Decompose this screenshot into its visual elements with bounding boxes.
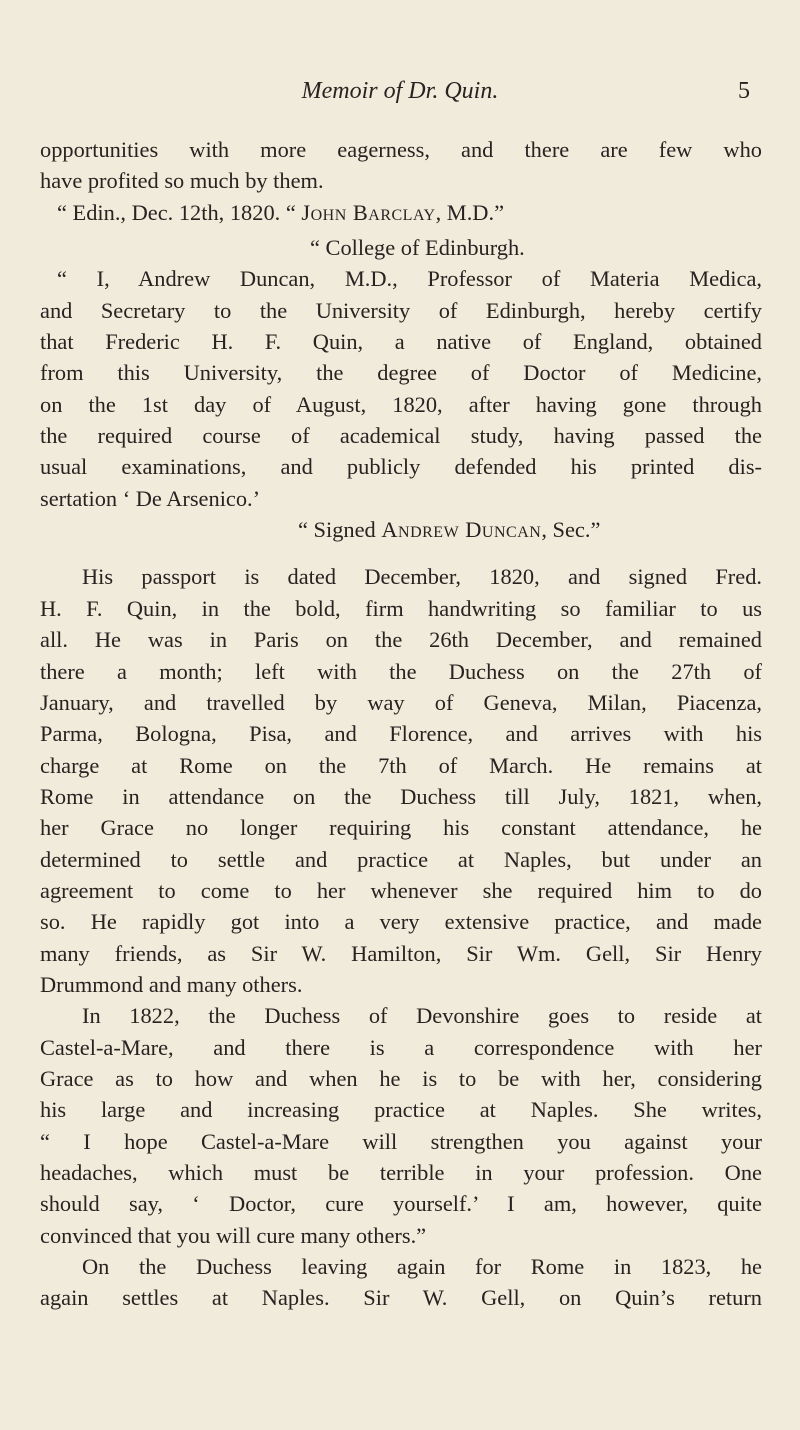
text-line: his large and increasing practice at Naples. She writes, (40, 1097, 762, 1123)
text-line: His passport is dated December, 1820, and signed Fred. (82, 564, 762, 590)
text-line: agreement to come to her whenever she required him to do (40, 877, 762, 903)
text-line: Rome in attendance on the Duchess till July, 1821, when, (40, 783, 762, 809)
text-line: the required course of academical study, having passed the (40, 423, 762, 449)
text-line: determined to settle and practice at Naples, but under an (40, 846, 762, 872)
text-line: opportunities with more eagerness, and there are few who (40, 137, 762, 162)
page-header (40, 78, 760, 110)
signed-line (40, 514, 762, 545)
page-number: 5 (738, 78, 750, 104)
text-line: from this University, the degree of Doctor of Medicine, (40, 360, 762, 386)
text-line: Drummond and many others. (40, 971, 303, 997)
text-line: sertation ‘ De Arsenico.’ (40, 485, 261, 511)
text-line: should say, ‘ Doctor, cure yourself.’ I am, however, quite (40, 1191, 762, 1217)
text-line: “ I hope Castel-a-Mare will strengthen you against your (40, 1128, 762, 1154)
text-line: January, and travelled by way of Geneva, Milan, Piacenza, (40, 689, 762, 715)
text-line: charge at Rome on the 7th of March. He remains at (40, 752, 762, 778)
text-line: On the Duchess leaving again for Rome in 1823, he (82, 1254, 762, 1280)
dated-signature-line (40, 197, 762, 228)
body-text (40, 134, 762, 1314)
text-line: “ Signed (298, 517, 382, 543)
text-line: Parma, Bologna, Pisa, and Florence, and arrives with his (40, 721, 762, 747)
text-line: “ I, Andrew Duncan, M.D., Professor of Materia Medica, (57, 266, 762, 292)
text-line: convinced that you will cure many others.” (40, 1222, 427, 1248)
text-line: headaches, which must be terrible in your profession. One (40, 1160, 762, 1185)
text-line: again settles at Naples. Sir W. Gell, on Quin’s return (40, 1285, 762, 1311)
text-line: Castel-a-Mare, and there is a correspondence with her (40, 1034, 762, 1060)
text-line: on the 1st day of August, 1820, after having gone through (40, 391, 762, 417)
text-line: that Frederic H. F. Quin, a native of England, obtained (40, 329, 762, 355)
text-line: usual examinations, and publicly defended his printed dis- (40, 454, 762, 480)
text-line: “ Edin., Dec. 12th, 1820. “ (57, 199, 302, 225)
text-line: many friends, as Sir W. Hamilton, Sir Wm. Gell, Sir Henry (40, 940, 762, 966)
text-line: “ College of Edinburgh. (310, 235, 525, 261)
text-line: Grace as to how and when he is to be with her, considering (40, 1065, 762, 1091)
text-line: In 1822, the Duchess of Devonshire goes to reside at (82, 1003, 762, 1029)
signatory-suffix: , M.D.” (435, 199, 505, 225)
text-line: have profited so much by them. (40, 168, 324, 194)
signatory-name: John Barclay (301, 199, 436, 225)
signatory-suffix: , Sec.” (541, 517, 601, 543)
text-line: so. He rapidly got into a very extensive practice, and made (40, 909, 762, 935)
running-title: Memoir of Dr. Quin. (301, 78, 499, 104)
text-line: and Secretary to the University of Edinburgh, hereby certify (40, 297, 762, 323)
text-line: H. F. Quin, in the bold, firm handwriting so familiar to us (40, 595, 762, 621)
signatory-name: Andrew Duncan (381, 517, 542, 543)
text-line: there a month; left with the Duchess on the 27th of (40, 658, 762, 684)
text-line: all. He was in Paris on the 26th December, and remained (40, 627, 762, 653)
text-line: her Grace no longer requiring his constant attendance, he (40, 815, 762, 841)
